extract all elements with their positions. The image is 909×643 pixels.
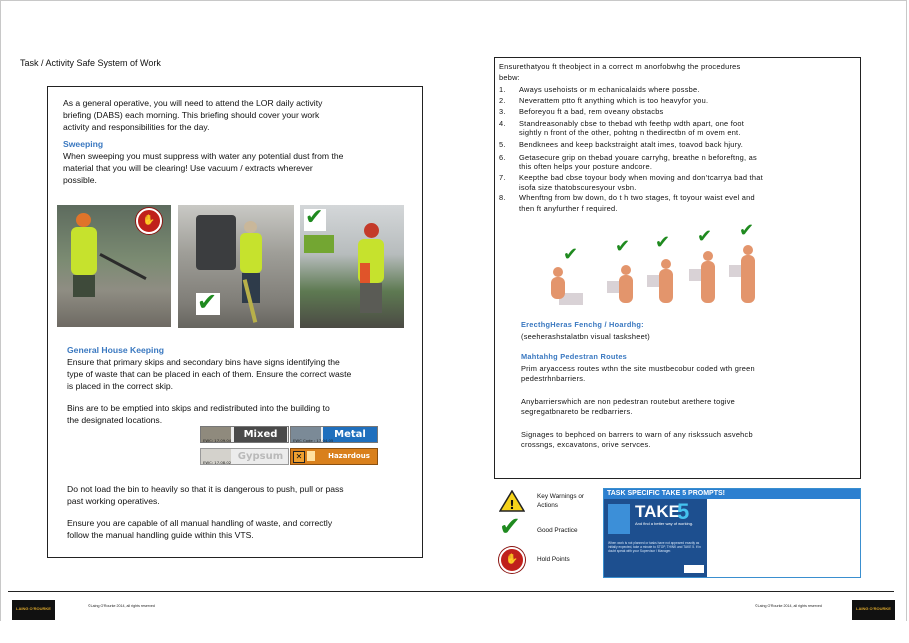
footer-copyright-right: ©Laing O'Rourke 2014, all rights reserved bbox=[755, 604, 822, 608]
legend-label: Actions bbox=[537, 502, 558, 509]
company-logo-left: LAING O'ROURKE bbox=[12, 600, 55, 620]
take5-tagline: And find a better way of working. bbox=[635, 521, 694, 526]
waste-label-text: Gypsum bbox=[237, 451, 284, 462]
sweeping-line-1: When sweeping you must suppress with water any potential dust from the bbox=[63, 151, 344, 161]
intro-line-1: As a general operative, you will need to attend the LOR daily activity bbox=[63, 98, 323, 108]
waste-sign-metal bbox=[290, 426, 378, 443]
dust-suppression-photo-good bbox=[300, 205, 404, 328]
footer-divider bbox=[8, 591, 894, 592]
broom bbox=[99, 253, 146, 280]
housekeeping-line-3: is placed in the correct skip. bbox=[67, 381, 174, 391]
hard-hat bbox=[76, 213, 91, 227]
worker-figure bbox=[71, 227, 97, 275]
erecting-heading: ErecthgHeras Fenchg / Hoardhg: bbox=[521, 320, 644, 329]
vacuum-unit bbox=[196, 215, 236, 270]
bins-line-1: Bins are to be emptied into skips and redistributed into the building to bbox=[67, 403, 330, 413]
hand-icon bbox=[608, 504, 630, 534]
warning-icon bbox=[499, 490, 525, 512]
step-item: 7. Keepthe bad cbse toyour body when moving and don’tcarrya bad that bbox=[499, 173, 763, 182]
manual-line-2: follow the manual handling guide within this VTS. bbox=[67, 530, 254, 540]
lifting-sequence-illustration bbox=[545, 222, 765, 307]
take5-number: 5 bbox=[677, 499, 690, 524]
waste-code: EWC: 17.09.04 bbox=[203, 438, 232, 443]
step-item: 5. Bendknees and keep backstraight atalt imes, toavod back hjury. bbox=[499, 140, 744, 149]
maintaining-line-2: pedestrhnbarriers. bbox=[521, 374, 586, 383]
check-icon: ✔ bbox=[499, 512, 521, 542]
load-line-2: past working operatives. bbox=[67, 496, 160, 506]
check-icon: ✔ bbox=[197, 288, 218, 316]
page-title: Task / Activity Safe System of Work bbox=[20, 58, 161, 68]
sweeping-line-3: possible. bbox=[63, 175, 97, 185]
barriers-line-1: Anybarrierswhich are non pedestran routebut arethere togive bbox=[521, 397, 736, 406]
housekeeping-heading: General House Keeping bbox=[67, 345, 164, 355]
stop-hand-icon: ✋ bbox=[499, 547, 525, 573]
waste-label-text: Mixed bbox=[234, 427, 287, 442]
step-item: 6. Getasecure grip on thebad youare carryhg, breathe n beforeftng, as bbox=[499, 153, 757, 162]
step-item: 3. Beforeyou ft a bad, rem oveany obstacbs bbox=[499, 107, 664, 116]
take5-header: TASK SPECIFIC TAKE 5 PROMPTS! bbox=[604, 489, 860, 499]
sweeping-photo-bad bbox=[57, 205, 171, 327]
sweeping-heading: Sweeping bbox=[63, 139, 104, 149]
footer-copyright-left: ©Laing O'Rourke 2014, all rights reserved bbox=[88, 604, 155, 608]
step-item: 8. Whenftng from bw down, do t h two stages, ft toyour waist evel and bbox=[499, 193, 755, 202]
sweeping-line-2: material that you will be clearing! Use vacuum / extracts wherever bbox=[63, 163, 313, 173]
lifting-figure-5 bbox=[727, 239, 765, 307]
stop-hand-icon: ✋ bbox=[136, 208, 162, 234]
water-sprayer bbox=[360, 263, 370, 283]
waste-label-text: Metal bbox=[323, 427, 377, 442]
check-icon: ✔ bbox=[697, 226, 713, 247]
lifting-figure-3 bbox=[645, 251, 683, 307]
housekeeping-line-1: Ensure that primary skips and secondary bins have signs identifying the bbox=[67, 357, 340, 367]
erecting-note: (seeherashstalatbn visual tasksheet) bbox=[521, 332, 650, 341]
lifting-figure-2 bbox=[603, 257, 641, 307]
check-icon: ✔ bbox=[305, 205, 324, 230]
lifting-intro-line-1: Ensurethatyou ft theobject in a correct m anorfobwhg the procedures bbox=[499, 62, 741, 71]
lifting-intro-line-2: bebw: bbox=[499, 73, 520, 82]
step-item-continued: sightly n front of the other, pohtng n thedirectbn of m ovem ent. bbox=[519, 128, 741, 137]
step-item: 4. Standreasonably cbse to thebad wth feethp wdth apart, one foot bbox=[499, 119, 745, 128]
manual-line-1: Ensure you are capable of all manual handling of waste, and correctly bbox=[67, 518, 333, 528]
take5-logo bbox=[684, 565, 704, 573]
company-logo-right: LAING O'ROURKE bbox=[852, 600, 895, 620]
step-item-continued: this often helps your posture andcore. bbox=[519, 162, 653, 171]
hi-vis-bag bbox=[304, 235, 334, 253]
step-item-continued: then ft anyfurther f required. bbox=[519, 204, 618, 213]
take5-panel bbox=[603, 488, 861, 578]
worker-head bbox=[244, 221, 257, 233]
maintaining-line-1: Prim aryaccess routes wthn the site mustbecobur coded wth green bbox=[521, 364, 755, 373]
legend-label: Hold Points bbox=[537, 556, 570, 563]
worker-figure bbox=[240, 233, 262, 273]
hard-hat bbox=[364, 223, 379, 238]
take5-title: TAKE bbox=[635, 502, 681, 521]
waste-sign-hazardous bbox=[290, 448, 378, 465]
intro-line-2: briefing (DABS) each morning. This briefing should cover your work bbox=[63, 110, 320, 120]
intro-line-3: activity and responsibilities for the day. bbox=[63, 122, 210, 132]
waste-sign-gypsum bbox=[200, 448, 289, 465]
signage-line-1: Signages to bephced on barrers to warn of any riskssuch asvehcb bbox=[521, 430, 753, 439]
step-item: 1. Aways usehoists or m echanicalaids where possbe. bbox=[499, 85, 700, 94]
housekeeping-line-2: type of waste that can be placed in each of them. Ensure the correct waste bbox=[67, 369, 352, 379]
waste-sign-mixed bbox=[200, 426, 289, 443]
svg-text:!: ! bbox=[509, 498, 515, 512]
step-item: 2. Neverattem ptto ft anything which is too heavyfor you. bbox=[499, 96, 709, 105]
take5-body: When work is not planned or tasks have not appeared exactly as initially expected, take a minute to STOP, THINK and TAKE 5. If in doubt speak with your Supervisor / Manager. bbox=[608, 541, 701, 553]
hazard-symbol-icon: ✕ bbox=[293, 451, 305, 463]
waste-signs bbox=[200, 426, 376, 468]
lifting-figure-4 bbox=[687, 245, 725, 307]
take5-card bbox=[604, 499, 707, 577]
vacuum-photo-good bbox=[178, 205, 294, 328]
step-item-continued: isofa size thatobscuresyour vsbn. bbox=[519, 183, 637, 192]
hazard-pictogram-icon bbox=[307, 451, 315, 461]
waste-code: EWC Code : 17.04.05 bbox=[293, 438, 334, 443]
legend-label: Good Practice bbox=[537, 527, 578, 534]
worker-legs bbox=[73, 275, 95, 297]
worker-legs bbox=[360, 283, 382, 313]
bins-line-2: the designated locations. bbox=[67, 415, 163, 425]
barriers-line-2: segregatbnareto be redbarriers. bbox=[521, 407, 633, 416]
check-icon: ✔ bbox=[655, 232, 671, 253]
check-icon: ✔ bbox=[563, 244, 579, 265]
signage-line-2: crossngs, excavatons, orive servces. bbox=[521, 440, 651, 449]
check-icon: ✔ bbox=[739, 220, 755, 241]
check-icon: ✔ bbox=[615, 236, 631, 257]
maintaining-heading: Mahtahhg Pedestran Routes bbox=[521, 352, 628, 361]
lifting-figure-1 bbox=[549, 263, 587, 307]
waste-code: EWC: 17.08.02 bbox=[203, 460, 232, 465]
legend-label: Key Warnings or bbox=[537, 493, 584, 500]
load-line-1: Do not load the bin to heavily so that it is dangerous to push, pull or pass bbox=[67, 484, 344, 494]
waste-label-text: Hazardous bbox=[328, 452, 370, 460]
